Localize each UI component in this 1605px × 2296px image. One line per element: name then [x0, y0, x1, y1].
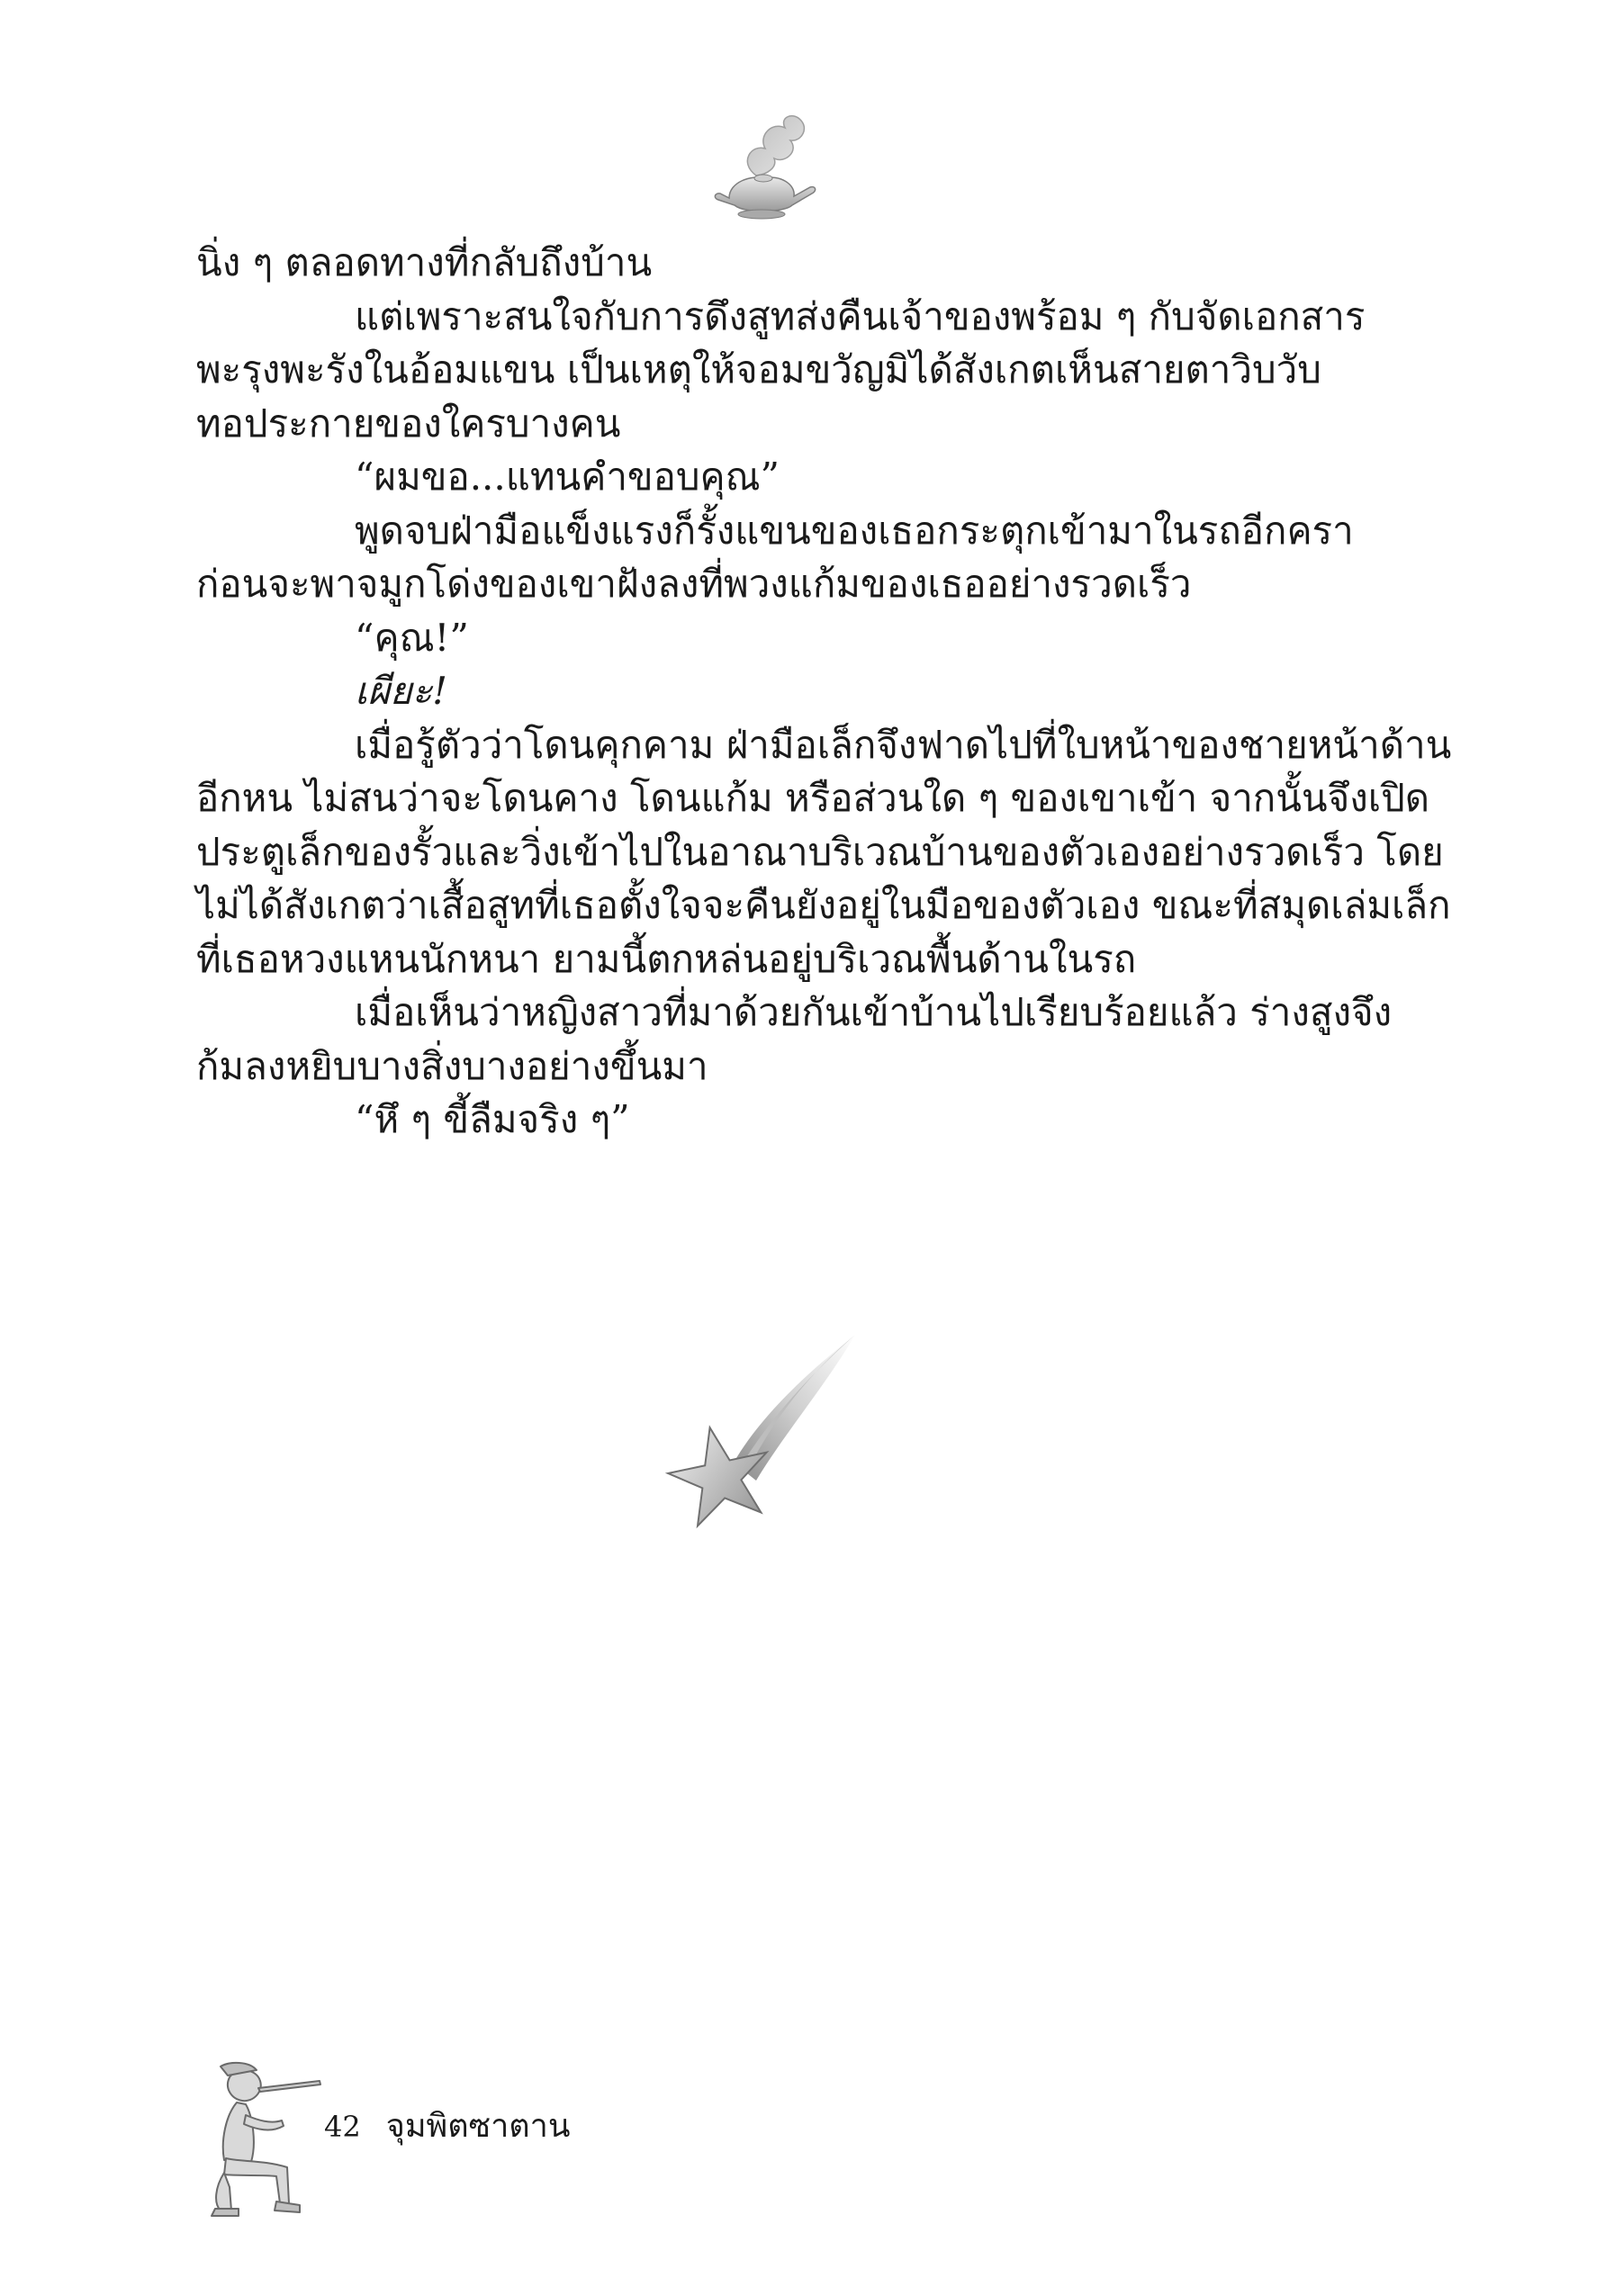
- paragraph-line: ทอประกายของใครบางคน: [196, 401, 621, 446]
- paragraph-line: ไม่ได้สังเกตว่าเสื้อสูทที่เธอตั้งใจจะคืนยังอยู่ในมือของตัวเอง ขณะที่สมุดเล่มเล็ก: [196, 883, 1451, 927]
- page-number: 42: [324, 2110, 361, 2144]
- genie-lamp-icon: [702, 108, 819, 225]
- paragraph-line: นิ่ง ๆ ตลอดทางที่กลับถึงบ้าน: [196, 240, 653, 284]
- dialogue-line: “หึ ๆ ขี้ลืมจริง ๆ”: [355, 1097, 630, 1141]
- shooting-star-icon: [648, 1328, 864, 1544]
- paragraph-line: เมื่อเห็นว่าหญิงสาวที่มาด้วยกันเข้าบ้านไปเรียบร้อยแล้ว ร่างสูงจึง: [355, 990, 1393, 1034]
- paragraph-line: ก้มลงหยิบบางสิ่งบางอย่างขึ้นมา: [196, 1043, 708, 1088]
- page-footer: [324, 2100, 571, 2151]
- paragraph-line: ก่อนจะพาจมูกโด่งของเขาฝังลงที่พวงแก้มของเธออย่างรวดเร็ว: [196, 562, 1192, 606]
- paragraph-line: พูดจบฝ่ามือแข็งแรงก็รั้งแขนของเธอกระตุกเข้ามาในรถอีกครา: [355, 508, 1354, 553]
- paragraph-line: ที่เธอหวงแหนนักหนา ยามนี้ตกหล่นอยู่บริเวณพื้นด้านในรถ: [196, 936, 1137, 981]
- book-title: จุมพิตซาตาน: [385, 2108, 571, 2145]
- paragraph-line: พะรุงพะรังในอ้อมแขน เป็นเหตุให้จอมขวัญมิได้สังเกตเห็นสายตาวิบวับ: [196, 347, 1321, 392]
- dialogue-line: “คุณ!”: [355, 615, 469, 660]
- paragraph-line: แต่เพราะสนใจกับการดึงสูทส่งคืนเจ้าของพร้อม ๆ กับจัดเอกสาร: [355, 293, 1366, 338]
- paragraph-line: ประตูเล็กของรั้วและวิ่งเข้าไปในอาณาบริเวณบ้านของตัวเองอย่างรวดเร็ว โดย: [196, 829, 1444, 874]
- sitting-figure-icon: [194, 2061, 324, 2223]
- paragraph-line: เมื่อรู้ตัวว่าโดนคุกคาม ฝ่ามือเล็กจึงฟาดไปที่ใบหน้าของชายหน้าด้าน: [355, 722, 1452, 767]
- paragraph-line: อีกหน ไม่สนว่าจะโดนคาง โดนแก้ม หรือส่วนใด ๆ ของเขาเข้า จากนั้นจึงเปิด: [196, 776, 1430, 820]
- sound-effect-line: เผียะ!: [355, 669, 448, 713]
- dialogue-line: “ผมขอ...แทนคำขอบคุณ”: [355, 455, 780, 499]
- body-text: [196, 236, 1452, 1147]
